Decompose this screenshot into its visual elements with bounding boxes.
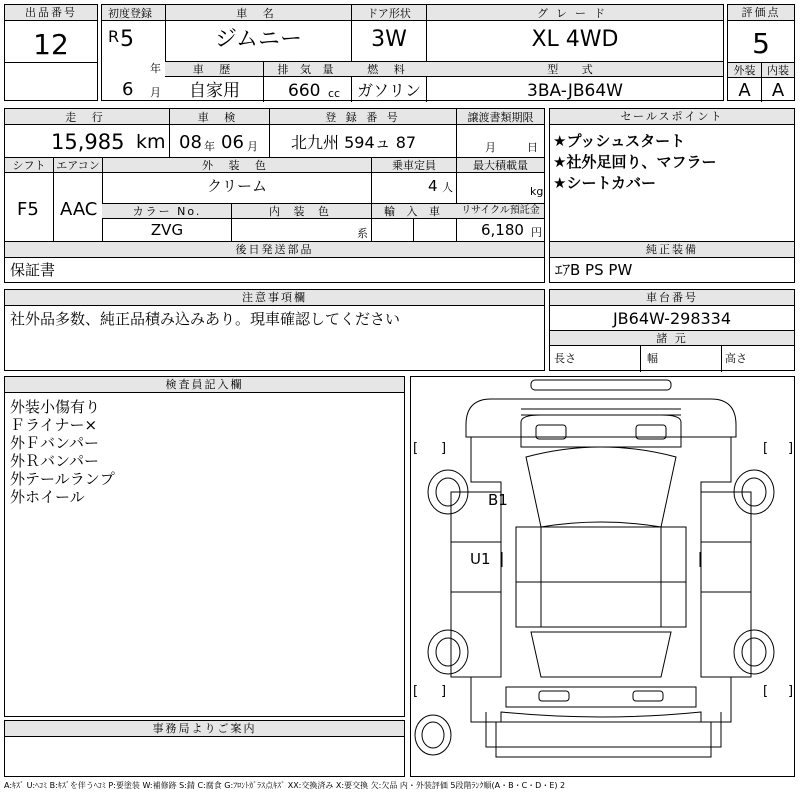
interior-score: A	[771, 80, 785, 101]
length-label: 長さ	[554, 352, 576, 365]
damage-mark: U1	[470, 550, 491, 568]
svg-text:]: ]	[788, 684, 794, 699]
max-load-label: 最大積載量	[473, 159, 528, 172]
exterior-label: 外装	[733, 64, 756, 77]
first-reg-label: 初度登録	[108, 7, 152, 20]
later-parts-box	[4, 241, 545, 283]
import-label: 輸 入 車	[384, 205, 444, 218]
grade-label: グレード	[537, 7, 613, 20]
ac-label: エアコン	[56, 159, 100, 172]
height-label: 高さ	[725, 352, 747, 365]
car-name-label: 車 名	[236, 7, 280, 20]
sales-point-item: ★プッシュスタート	[553, 132, 686, 150]
model: 3BA-JB64W	[527, 81, 623, 101]
svg-text:]: ]	[788, 441, 794, 456]
mileage-unit: km	[136, 131, 166, 153]
chassis-label: 車台番号	[550, 290, 794, 306]
legend: A:ｷｽﾞ U:ﾍｺﾐ B:ｷｽﾞを伴うﾍｺﾐ P:要塗装 W:補修跡 S:錆 C:腐食 G:ﾌﾛﾝﾄｶﾞﾗｽ点ｷｽﾞ XX:交換済み X:要交換 欠:欠品 内・外装評価 5段階ﾗﾝｸ順(A・B・C・D・E) 2	[4, 781, 566, 790]
chassis-number: JB64W-298334	[612, 309, 732, 328]
office-label: 事務局よりご案内	[5, 721, 404, 737]
shift-label: シフト	[12, 159, 46, 172]
svg-text:[: [	[763, 441, 769, 456]
history: 自家用	[189, 81, 240, 101]
inspection-year: 08	[179, 132, 202, 153]
inspector-item: 外Ｆバンパー	[10, 434, 99, 452]
lot-no-label: 出品番号	[5, 5, 97, 21]
shift: F5	[17, 199, 39, 220]
era: R	[108, 27, 120, 46]
reg-no-label: 登 録 番 号	[325, 111, 401, 124]
inspection-month: 06	[221, 132, 244, 153]
vehicle-info-box	[101, 4, 724, 101]
svg-text:[: [	[413, 684, 419, 699]
sales-points-label: セールスポイント	[550, 109, 794, 125]
details-box	[4, 108, 545, 242]
chassis-box	[549, 289, 795, 371]
capacity: 4	[428, 177, 438, 195]
fuel: ガソリン	[356, 81, 421, 100]
capacity-label: 乗車定員	[392, 159, 436, 172]
grade: XL 4WD	[531, 27, 619, 52]
inspector-item: Ｆライナー×	[10, 416, 98, 434]
inspector-item: 外テールランプ	[10, 470, 115, 488]
year-unit: 年	[150, 62, 161, 75]
displacement: 660	[288, 81, 321, 101]
recycle-amount: 6,180	[481, 221, 524, 239]
color: クリーム	[206, 177, 267, 195]
dims-label: 諸 元	[550, 330, 794, 346]
score: 5	[752, 27, 770, 60]
office-box	[4, 720, 405, 777]
car-name: ジムニー	[214, 27, 303, 52]
inspector-item: 外Ｒバンパー	[10, 452, 99, 470]
max-load-unit: kg	[530, 185, 544, 198]
capacity-unit: 人	[442, 181, 453, 194]
recycle-label: リサイクル預託金	[461, 205, 540, 216]
door-label: ドア形状	[367, 7, 411, 20]
svg-text:]: ]	[441, 684, 447, 699]
sales-points-box	[549, 108, 795, 242]
lot-no-box	[4, 4, 98, 101]
notes-label: 注意事項欄	[5, 290, 544, 306]
sales-point-item: ★シートカバー	[553, 174, 656, 192]
month-unit: 月	[150, 86, 161, 99]
displacement-label: 排 気 量	[277, 63, 338, 76]
color-no-label: カラー No.	[132, 205, 202, 218]
inspection-year-unit: 年	[204, 140, 215, 153]
history-label: 車 歴	[192, 63, 237, 76]
transfer-month: 月	[485, 141, 496, 154]
later-parts-label: 後日発送部品	[5, 242, 544, 258]
recycle-unit: 円	[531, 226, 542, 239]
score-box	[727, 4, 795, 101]
inspection-month-unit: 月	[247, 140, 258, 153]
inspection-label: 車 検	[197, 111, 242, 124]
width-label: 幅	[647, 352, 658, 365]
inspector-label: 検査員記入欄	[5, 377, 404, 393]
color-label: 外 装 色	[202, 159, 272, 172]
notes-value: 社外品多数、純正品積み込みあり。現車確認してください	[10, 310, 401, 328]
svg-text:[: [	[763, 684, 769, 699]
door-type: 3W	[371, 27, 407, 52]
lot-no: 12	[33, 28, 69, 61]
score-label: 評価点	[728, 5, 794, 21]
genuine-equipment-value: ｴｱB PS PW	[555, 261, 633, 279]
reg-year: 5	[120, 27, 134, 52]
interior-label: 内装	[767, 64, 789, 77]
fuel-label: 燃 料	[367, 63, 411, 76]
inspector-item: 外ホイール	[10, 488, 85, 506]
damage-mark: B1	[488, 491, 508, 509]
inspector-box	[4, 376, 405, 717]
notes-box	[4, 289, 545, 371]
model-label: 型 式	[547, 63, 603, 76]
sales-point-item: ★社外足回り、マフラー	[553, 153, 717, 171]
later-parts-value: 保証書	[10, 261, 56, 279]
genuine-equipment-box	[549, 241, 795, 283]
transfer-day: 日	[527, 141, 538, 154]
exterior-score: A	[738, 80, 751, 101]
car-diagram	[411, 377, 794, 776]
genuine-equipment-label: 純正装備	[550, 242, 794, 258]
svg-text:]: ]	[441, 441, 447, 456]
reg-month: 6	[122, 79, 134, 100]
interior-color-unit: 系	[357, 227, 368, 240]
svg-text:[: [	[413, 441, 419, 456]
displacement-unit: cc	[328, 87, 341, 100]
ac: AAC	[60, 199, 98, 220]
mileage-label: 走 行	[65, 111, 109, 124]
transfer-label: 譲渡書類期限	[467, 111, 534, 124]
color-no: ZVG	[150, 221, 184, 239]
mileage: 15,985	[51, 130, 125, 154]
interior-color-label: 内 装 色	[269, 205, 334, 218]
reg-no: 北九州 594ュ 87	[291, 133, 417, 152]
car-diagram-box	[410, 376, 795, 777]
inspector-item: 外装小傷有り	[10, 398, 101, 416]
